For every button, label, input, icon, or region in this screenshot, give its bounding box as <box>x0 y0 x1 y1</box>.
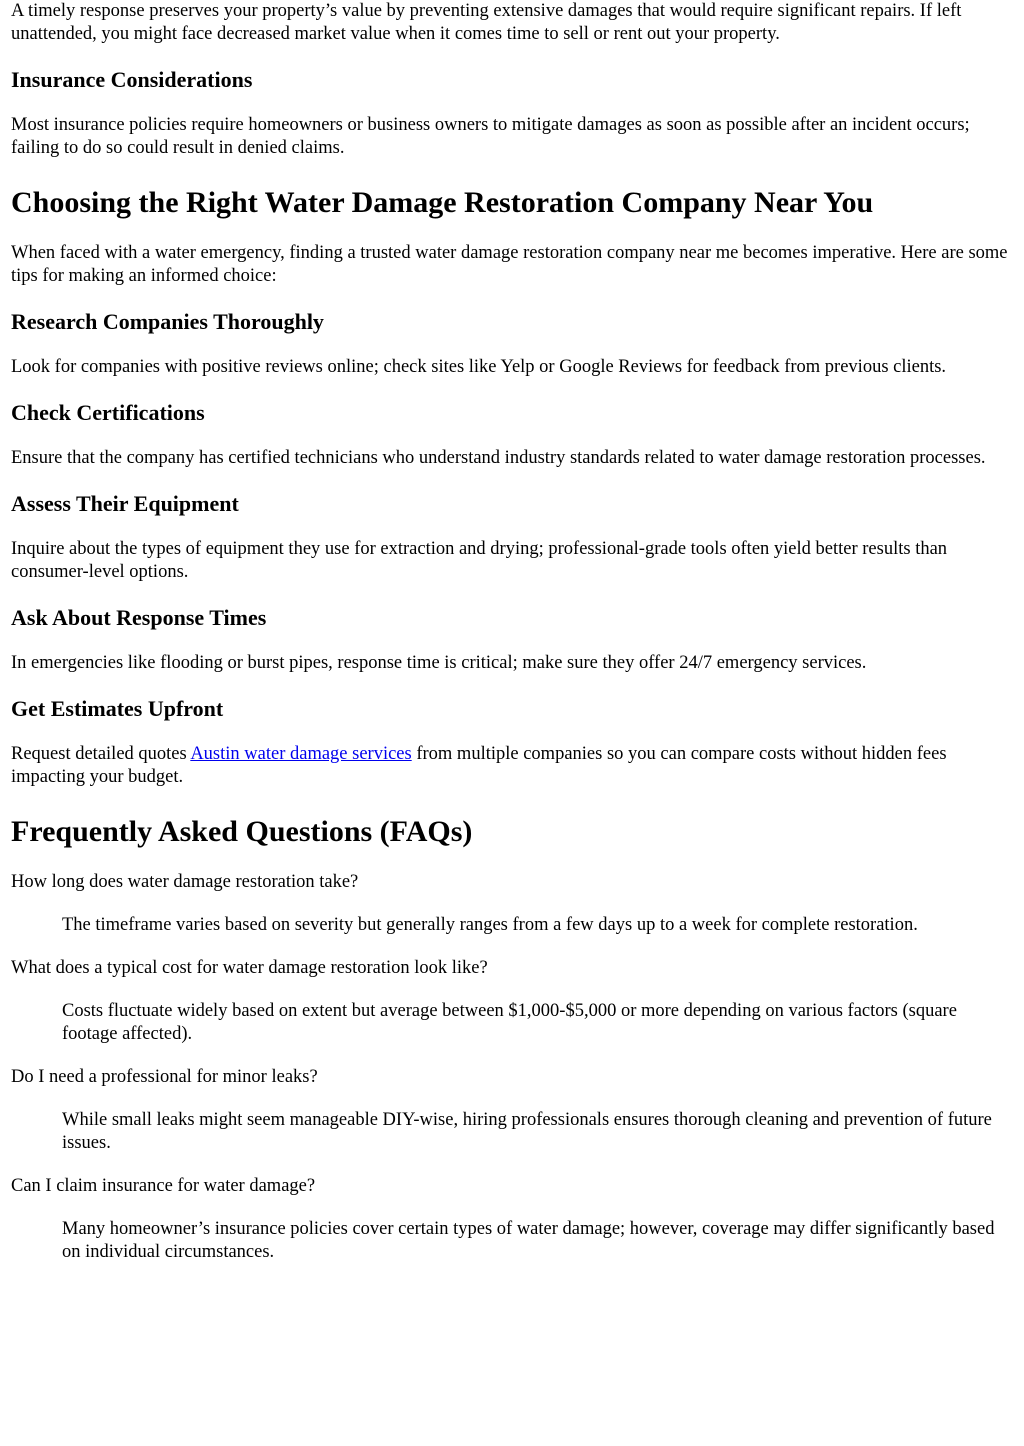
equipment-paragraph: Inquire about the types of equipment they use for extraction and drying; professional-grade tools often yield better results than consumer-level options. <box>11 539 948 582</box>
faq-answer: The timeframe varies based on severity but generally ranges from a few days up to a week for complete restoration. <box>62 915 918 935</box>
faq-list <box>11 871 1014 1264</box>
response-paragraph: In emergencies like flooding or burst pipes, response time is critical; make sure they offer 24/7 emergency services. <box>11 653 867 673</box>
insurance-paragraph: Most insurance policies require homeowners or business owners to mitigate damages as soon as possible after an incident occurs; failing to do so could result in denied claims. <box>11 115 970 158</box>
research-heading: Research Companies Thoroughly <box>11 309 324 334</box>
faq-question: Do I need a professional for minor leaks? <box>11 1067 318 1087</box>
choosing-intro-paragraph: When faced with a water emergency, finding a trusted water damage restoration company near me becomes imperative. Here are some tips for making an informed choice: <box>11 243 1008 286</box>
research-paragraph: Look for companies with positive reviews online; check sites like Yelp or Google Reviews for feedback from previous clients. <box>11 357 947 377</box>
response-heading: Ask About Response Times <box>11 605 267 630</box>
intro-paragraph: A timely response preserves your property’s value by preventing extensive damages that would require significant repairs. If left unattended, you might face decreased market value when it comes time to sell or rent out your property. <box>11 1 962 44</box>
faq-question: What does a typical cost for water damage restoration look like? <box>11 958 488 978</box>
faq-question: Can I claim insurance for water damage? <box>11 1176 316 1196</box>
faq-answer: While small leaks might seem manageable DIY-wise, hiring professionals ensures thorough cleaning and prevention of future issues. <box>62 1110 992 1153</box>
choosing-heading: Choosing the Right Water Damage Restoration Company Near You <box>11 186 874 219</box>
estimates-text-after: from multiple companies so you can compare costs without hidden fees impacting your budget. <box>11 744 947 787</box>
insurance-heading: Insurance Considerations <box>11 67 253 92</box>
faq-answer: Many homeowner’s insurance policies cover certain types of water damage; however, coverage may differ significantly based on individual circumstances. <box>62 1219 995 1262</box>
estimates-text-before: Request detailed quotes <box>11 744 191 764</box>
estimates-heading: Get Estimates Upfront <box>11 696 224 721</box>
equipment-heading: Assess Their Equipment <box>11 491 239 516</box>
certifications-paragraph: Ensure that the company has certified technicians who understand industry standards related to water damage restoration processes. <box>11 448 986 468</box>
faq-heading: Frequently Asked Questions (FAQs) <box>11 815 473 848</box>
estimates-paragraph <box>11 743 1014 789</box>
certifications-heading: Check Certifications <box>11 400 205 425</box>
austin-water-damage-link[interactable]: Austin water damage services <box>190 744 412 764</box>
faq-answer: Costs fluctuate widely based on extent but average between $1,000-$5,000 or more depending on various factors (square footage affected). <box>62 1001 957 1044</box>
faq-question: How long does water damage restoration take? <box>11 872 359 892</box>
